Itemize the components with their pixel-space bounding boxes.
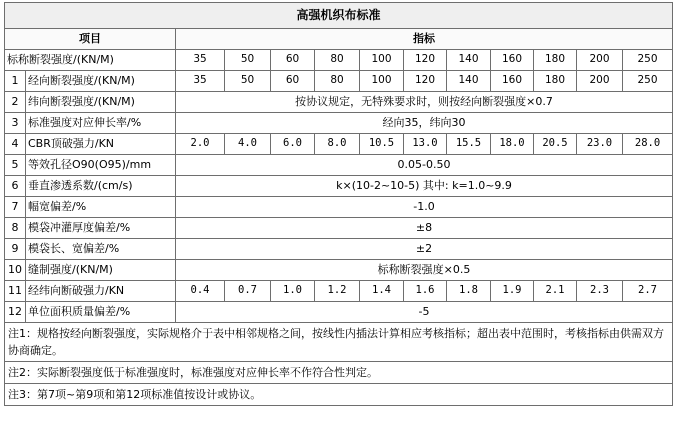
- spec-value: 160: [491, 50, 534, 71]
- row-value: 100: [360, 71, 404, 92]
- row-value: 4.0: [225, 134, 271, 155]
- row-span-value: 标称断裂强度×0.5: [176, 260, 673, 281]
- row-number: 11: [5, 281, 26, 302]
- row-label: 经向断裂强度/(KN/M): [26, 71, 176, 92]
- note-row: [5, 362, 673, 384]
- row-value: 2.7: [623, 281, 673, 302]
- row-value: 6.0: [271, 134, 315, 155]
- table-row: [5, 92, 673, 113]
- table-row: [5, 281, 673, 302]
- row-span-value: ±8: [176, 218, 673, 239]
- row-value: 140: [447, 71, 491, 92]
- row-span-value: 0.05-0.50: [176, 155, 673, 176]
- row-value: 200: [577, 71, 623, 92]
- table-row: [5, 302, 673, 323]
- table-row: [5, 260, 673, 281]
- row-value: 1.8: [447, 281, 491, 302]
- row-number: 2: [5, 92, 26, 113]
- standard-table: [4, 2, 673, 406]
- row-value: 13.0: [404, 134, 447, 155]
- row-value: 250: [623, 71, 673, 92]
- row-number: 12: [5, 302, 26, 323]
- table-row: [5, 155, 673, 176]
- row-label: 垂直渗透系数/(cm/s): [26, 176, 176, 197]
- row-label: 经纬向断破强力/KN: [26, 281, 176, 302]
- row-label: 等效孔径O90(O95)/mm: [26, 155, 176, 176]
- row-value: 160: [491, 71, 534, 92]
- row-label: 纬向断裂强度/(KN/M): [26, 92, 176, 113]
- table-row: [5, 197, 673, 218]
- row-number: 4: [5, 134, 26, 155]
- row-value: 23.0: [577, 134, 623, 155]
- spec-value: 80: [315, 50, 360, 71]
- row-number: 5: [5, 155, 26, 176]
- note-text: 注2：实际断裂强度低于标准强度时，标准强度对应伸长率不作符合性判定。: [5, 362, 673, 384]
- table-row: [5, 218, 673, 239]
- row-value: 0.7: [225, 281, 271, 302]
- row-label: 标准强度对应伸长率/%: [26, 113, 176, 134]
- spec-value: 200: [577, 50, 623, 71]
- row-value: 1.4: [360, 281, 404, 302]
- row-value: 2.3: [577, 281, 623, 302]
- row-span-value: 经向35，纬向30: [176, 113, 673, 134]
- row-value: 18.0: [491, 134, 534, 155]
- row-value: 50: [225, 71, 271, 92]
- row-value: 1.2: [315, 281, 360, 302]
- note-row: [5, 323, 673, 362]
- note-text: 注3：第7项~第9项和第12项标准值按设计或协议。: [5, 384, 673, 406]
- spec-value: 140: [447, 50, 491, 71]
- row-value: 20.5: [534, 134, 577, 155]
- row-value: 1.9: [491, 281, 534, 302]
- row-label: 幅宽偏差/%: [26, 197, 176, 218]
- row-value: 8.0: [315, 134, 360, 155]
- header-item: 项目: [5, 29, 176, 50]
- row-number: 9: [5, 239, 26, 260]
- spec-value: 100: [360, 50, 404, 71]
- row-value: 60: [271, 71, 315, 92]
- row-number: 3: [5, 113, 26, 134]
- spec-value: 60: [271, 50, 315, 71]
- table-title: 高强机织布标准: [5, 3, 673, 29]
- row-label: 模袋冲灌厚度偏差/%: [26, 218, 176, 239]
- row-span-value: ±2: [176, 239, 673, 260]
- row-value: 0.4: [176, 281, 225, 302]
- row-value: 80: [315, 71, 360, 92]
- spec-value: 120: [404, 50, 447, 71]
- row-number: 1: [5, 71, 26, 92]
- table-row: [5, 239, 673, 260]
- note-row: [5, 384, 673, 406]
- row-label: 单位面积质量偏差/%: [26, 302, 176, 323]
- row-number: 10: [5, 260, 26, 281]
- row-label: CBR顶破强力/KN: [26, 134, 176, 155]
- spec-value: 180: [534, 50, 577, 71]
- spec-row-label: 标称断裂强度/(KN/M): [5, 50, 176, 71]
- spec-row: [5, 50, 673, 71]
- row-value: 28.0: [623, 134, 673, 155]
- row-value: 120: [404, 71, 447, 92]
- row-label: 缝制强度/(KN/M): [26, 260, 176, 281]
- row-label: 模袋长、宽偏差/%: [26, 239, 176, 260]
- row-value: 35: [176, 71, 225, 92]
- spec-value: 35: [176, 50, 225, 71]
- row-value: 2.0: [176, 134, 225, 155]
- row-value: 1.6: [404, 281, 447, 302]
- row-number: 6: [5, 176, 26, 197]
- row-value: 1.0: [271, 281, 315, 302]
- row-value: 2.1: [534, 281, 577, 302]
- row-span-value: 按协议规定，无特殊要求时，则按经向断裂强度×0.7: [176, 92, 673, 113]
- spec-value: 50: [225, 50, 271, 71]
- header-index: 指标: [176, 29, 673, 50]
- spec-value: 250: [623, 50, 673, 71]
- row-span-value: -5: [176, 302, 673, 323]
- row-span-value: -1.0: [176, 197, 673, 218]
- table-row: [5, 113, 673, 134]
- row-number: 8: [5, 218, 26, 239]
- row-value: 180: [534, 71, 577, 92]
- note-text: 注1：规格按经向断裂强度，实际规格介于表中相邻规格之间，按线性内插法计算相应考核指标；超出表中范围时，考核指标由供需双方协商确定。: [5, 323, 673, 362]
- row-value: 10.5: [360, 134, 404, 155]
- row-span-value: k×(10-2~10-5) 其中: k=1.0~9.9: [176, 176, 673, 197]
- table-row: [5, 71, 673, 92]
- row-number: 7: [5, 197, 26, 218]
- table-row: [5, 134, 673, 155]
- table-row: [5, 176, 673, 197]
- row-value: 15.5: [447, 134, 491, 155]
